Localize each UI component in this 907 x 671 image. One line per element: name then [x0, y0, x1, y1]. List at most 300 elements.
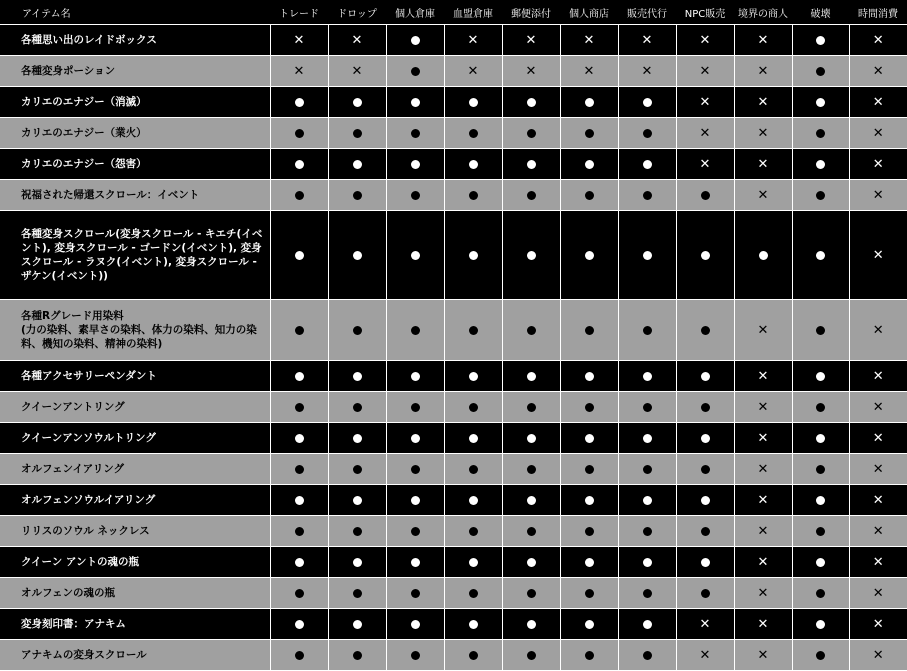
table-row — [0, 485, 907, 516]
allowed-dot-icon — [643, 527, 652, 536]
not-allowed-cross-icon: ✕ — [583, 32, 595, 48]
status-cell — [676, 56, 734, 87]
status-cell — [618, 361, 676, 392]
allowed-dot-icon — [701, 191, 710, 200]
status-cell — [792, 56, 849, 87]
column-header-destroy: 破壊 — [792, 0, 849, 25]
allowed-dot-icon — [295, 589, 304, 598]
status-cell — [676, 180, 734, 211]
status-cell — [618, 180, 676, 211]
allowed-dot-icon — [643, 434, 652, 443]
allowed-dot-icon — [527, 558, 536, 567]
status-cell — [444, 423, 502, 454]
status-cell — [328, 547, 386, 578]
not-allowed-cross-icon: ✕ — [699, 647, 711, 663]
status-cell — [676, 25, 734, 56]
table-row — [0, 361, 907, 392]
not-allowed-cross-icon: ✕ — [351, 63, 363, 79]
not-allowed-cross-icon: ✕ — [757, 492, 769, 508]
table-row — [0, 149, 907, 180]
status-cell — [328, 180, 386, 211]
status-cell — [792, 211, 849, 300]
allowed-dot-icon — [643, 651, 652, 660]
status-cell — [849, 516, 907, 547]
status-cell — [270, 56, 328, 87]
status-cell — [386, 485, 444, 516]
status-cell — [270, 392, 328, 423]
allowed-dot-icon — [353, 129, 362, 138]
item-name-cell: 変身刻印書：アナキム — [0, 609, 270, 640]
allowed-dot-icon — [411, 651, 420, 660]
allowed-dot-icon — [585, 496, 594, 505]
status-cell — [444, 25, 502, 56]
status-cell — [328, 454, 386, 485]
item-name-cell: 各種変身ポーション — [0, 56, 270, 87]
status-cell — [618, 423, 676, 454]
item-name-cell: クイーン アントの魂の瓶 — [0, 547, 270, 578]
allowed-dot-icon — [469, 620, 478, 629]
not-allowed-cross-icon: ✕ — [757, 399, 769, 415]
status-cell — [792, 547, 849, 578]
status-cell — [734, 485, 792, 516]
not-allowed-cross-icon: ✕ — [699, 94, 711, 110]
status-cell — [792, 516, 849, 547]
status-cell — [792, 578, 849, 609]
allowed-dot-icon — [527, 191, 536, 200]
status-cell — [676, 516, 734, 547]
allowed-dot-icon — [585, 326, 594, 335]
item-name-cell: カリエのエナジー（消滅） — [0, 87, 270, 118]
not-allowed-cross-icon: ✕ — [872, 492, 884, 508]
status-cell — [676, 149, 734, 180]
allowed-dot-icon — [469, 191, 478, 200]
status-cell — [849, 454, 907, 485]
not-allowed-cross-icon: ✕ — [699, 32, 711, 48]
not-allowed-cross-icon: ✕ — [757, 63, 769, 79]
status-cell — [792, 361, 849, 392]
status-cell — [734, 118, 792, 149]
allowed-dot-icon — [411, 589, 420, 598]
not-allowed-cross-icon: ✕ — [872, 32, 884, 48]
status-cell — [792, 25, 849, 56]
allowed-dot-icon — [411, 67, 420, 76]
status-cell — [618, 25, 676, 56]
status-cell — [270, 485, 328, 516]
status-cell — [328, 25, 386, 56]
status-cell — [792, 640, 849, 671]
status-cell — [560, 180, 618, 211]
allowed-dot-icon — [295, 434, 304, 443]
allowed-dot-icon — [527, 251, 536, 260]
status-cell — [502, 609, 560, 640]
not-allowed-cross-icon: ✕ — [872, 368, 884, 384]
status-cell — [618, 640, 676, 671]
allowed-dot-icon — [527, 434, 536, 443]
status-cell — [849, 56, 907, 87]
allowed-dot-icon — [353, 160, 362, 169]
status-cell — [270, 361, 328, 392]
column-header-clan-warehouse: 血盟倉庫 — [444, 0, 502, 25]
table-row — [0, 56, 907, 87]
allowed-dot-icon — [469, 496, 478, 505]
allowed-dot-icon — [527, 527, 536, 536]
allowed-dot-icon — [353, 251, 362, 260]
allowed-dot-icon — [353, 98, 362, 107]
status-cell — [444, 300, 502, 361]
allowed-dot-icon — [643, 98, 652, 107]
status-cell — [560, 118, 618, 149]
status-cell — [734, 454, 792, 485]
status-cell — [560, 211, 618, 300]
status-cell — [502, 56, 560, 87]
not-allowed-cross-icon: ✕ — [757, 368, 769, 384]
allowed-dot-icon — [816, 129, 825, 138]
status-cell — [386, 516, 444, 547]
item-name-cell: 祝福された帰還スクロール：イベント — [0, 180, 270, 211]
not-allowed-cross-icon: ✕ — [872, 125, 884, 141]
allowed-dot-icon — [816, 558, 825, 567]
not-allowed-cross-icon: ✕ — [757, 647, 769, 663]
status-cell — [386, 118, 444, 149]
table-row — [0, 300, 907, 361]
not-allowed-cross-icon: ✕ — [467, 32, 479, 48]
allowed-dot-icon — [527, 465, 536, 474]
not-allowed-cross-icon: ✕ — [872, 461, 884, 477]
item-name-cell: オルフェンの魂の瓶 — [0, 578, 270, 609]
not-allowed-cross-icon: ✕ — [699, 616, 711, 632]
status-cell — [502, 423, 560, 454]
allowed-dot-icon — [411, 558, 420, 567]
status-cell — [270, 609, 328, 640]
status-cell — [792, 118, 849, 149]
status-cell — [849, 300, 907, 361]
not-allowed-cross-icon: ✕ — [872, 554, 884, 570]
allowed-dot-icon — [816, 67, 825, 76]
status-cell — [502, 211, 560, 300]
status-cell — [560, 392, 618, 423]
status-cell — [270, 180, 328, 211]
status-cell — [849, 423, 907, 454]
status-cell — [734, 180, 792, 211]
status-cell — [734, 300, 792, 361]
status-cell — [444, 640, 502, 671]
column-header-personal-warehouse: 個人倉庫 — [386, 0, 444, 25]
allowed-dot-icon — [469, 129, 478, 138]
allowed-dot-icon — [816, 36, 825, 45]
allowed-dot-icon — [411, 251, 420, 260]
not-allowed-cross-icon: ✕ — [293, 63, 305, 79]
not-allowed-cross-icon: ✕ — [699, 125, 711, 141]
status-cell — [618, 516, 676, 547]
status-cell — [618, 149, 676, 180]
allowed-dot-icon — [353, 465, 362, 474]
status-cell — [444, 485, 502, 516]
status-cell — [502, 300, 560, 361]
table-row — [0, 578, 907, 609]
allowed-dot-icon — [643, 558, 652, 567]
column-header-drop: ドロップ — [328, 0, 386, 25]
status-cell — [676, 485, 734, 516]
allowed-dot-icon — [643, 372, 652, 381]
status-cell — [792, 609, 849, 640]
not-allowed-cross-icon: ✕ — [525, 32, 537, 48]
allowed-dot-icon — [295, 496, 304, 505]
allowed-dot-icon — [701, 403, 710, 412]
not-allowed-cross-icon: ✕ — [872, 187, 884, 203]
status-cell — [502, 87, 560, 118]
allowed-dot-icon — [353, 620, 362, 629]
allowed-dot-icon — [816, 589, 825, 598]
status-cell — [618, 300, 676, 361]
status-cell — [676, 578, 734, 609]
table-row — [0, 392, 907, 423]
status-cell — [560, 640, 618, 671]
status-cell — [560, 516, 618, 547]
item-name-cell: クイーンアントリング — [0, 392, 270, 423]
status-cell — [270, 516, 328, 547]
allowed-dot-icon — [643, 620, 652, 629]
allowed-dot-icon — [295, 191, 304, 200]
status-cell — [560, 25, 618, 56]
status-cell — [849, 180, 907, 211]
allowed-dot-icon — [585, 589, 594, 598]
allowed-dot-icon — [527, 403, 536, 412]
status-cell — [618, 392, 676, 423]
status-cell — [618, 118, 676, 149]
status-cell — [386, 180, 444, 211]
allowed-dot-icon — [353, 558, 362, 567]
column-header-item-name: アイテム名 — [0, 0, 270, 25]
not-allowed-cross-icon: ✕ — [872, 94, 884, 110]
status-cell — [618, 485, 676, 516]
allowed-dot-icon — [353, 403, 362, 412]
allowed-dot-icon — [527, 496, 536, 505]
allowed-dot-icon — [643, 326, 652, 335]
allowed-dot-icon — [469, 326, 478, 335]
allowed-dot-icon — [469, 434, 478, 443]
allowed-dot-icon — [527, 326, 536, 335]
not-allowed-cross-icon: ✕ — [872, 430, 884, 446]
allowed-dot-icon — [585, 620, 594, 629]
status-cell — [734, 423, 792, 454]
item-name-cell: オルフェンソウルイアリング — [0, 485, 270, 516]
status-cell — [676, 547, 734, 578]
allowed-dot-icon — [295, 527, 304, 536]
status-cell — [444, 392, 502, 423]
status-cell — [849, 211, 907, 300]
status-cell — [444, 609, 502, 640]
status-cell — [792, 149, 849, 180]
status-cell — [386, 149, 444, 180]
allowed-dot-icon — [643, 496, 652, 505]
status-cell — [734, 392, 792, 423]
not-allowed-cross-icon: ✕ — [872, 322, 884, 338]
status-cell — [676, 609, 734, 640]
table-row — [0, 454, 907, 485]
not-allowed-cross-icon: ✕ — [293, 32, 305, 48]
status-cell — [618, 87, 676, 118]
allowed-dot-icon — [527, 160, 536, 169]
status-cell — [676, 361, 734, 392]
not-allowed-cross-icon: ✕ — [757, 94, 769, 110]
status-cell — [328, 118, 386, 149]
column-header-trade: トレード — [270, 0, 328, 25]
status-cell — [502, 361, 560, 392]
status-cell — [734, 149, 792, 180]
allowed-dot-icon — [295, 620, 304, 629]
allowed-dot-icon — [353, 589, 362, 598]
allowed-dot-icon — [411, 36, 420, 45]
status-cell — [386, 578, 444, 609]
allowed-dot-icon — [643, 465, 652, 474]
status-cell — [618, 547, 676, 578]
status-cell — [444, 211, 502, 300]
allowed-dot-icon — [527, 620, 536, 629]
status-cell — [444, 180, 502, 211]
allowed-dot-icon — [469, 589, 478, 598]
allowed-dot-icon — [469, 251, 478, 260]
status-cell — [328, 300, 386, 361]
status-cell — [676, 118, 734, 149]
status-cell — [849, 87, 907, 118]
allowed-dot-icon — [411, 620, 420, 629]
column-header-time-consumption: 時間消費 — [849, 0, 907, 25]
status-cell — [328, 516, 386, 547]
table-row — [0, 180, 907, 211]
status-cell — [502, 118, 560, 149]
status-cell — [734, 56, 792, 87]
not-allowed-cross-icon: ✕ — [757, 554, 769, 570]
status-cell — [502, 578, 560, 609]
status-cell — [386, 211, 444, 300]
allowed-dot-icon — [759, 251, 768, 260]
allowed-dot-icon — [701, 465, 710, 474]
allowed-dot-icon — [411, 326, 420, 335]
status-cell — [618, 609, 676, 640]
status-cell — [849, 609, 907, 640]
not-allowed-cross-icon: ✕ — [757, 585, 769, 601]
table-row — [0, 211, 907, 300]
not-allowed-cross-icon: ✕ — [757, 125, 769, 141]
allowed-dot-icon — [411, 527, 420, 536]
allowed-dot-icon — [701, 326, 710, 335]
item-name-cell: 各種変身スクロール(変身スクロール - キエチ(イベント), 変身スクロール - ゴードン(イベント), 変身スクロール - ラヌク(イベント), 変身スクロール - ザケン(イベント)) — [0, 211, 270, 300]
not-allowed-cross-icon: ✕ — [872, 616, 884, 632]
allowed-dot-icon — [816, 496, 825, 505]
allowed-dot-icon — [353, 372, 362, 381]
status-cell — [618, 578, 676, 609]
status-cell — [444, 149, 502, 180]
item-name-cell: 各種Rグレード用染料 (力の染料、素早さの染料、体力の染料、知力の染料、機知の染料、精神の染料) — [0, 300, 270, 361]
not-allowed-cross-icon: ✕ — [757, 616, 769, 632]
table-row — [0, 25, 907, 56]
allowed-dot-icon — [295, 326, 304, 335]
status-cell — [270, 149, 328, 180]
status-cell — [444, 87, 502, 118]
allowed-dot-icon — [295, 403, 304, 412]
status-cell — [502, 392, 560, 423]
allowed-dot-icon — [295, 372, 304, 381]
allowed-dot-icon — [701, 251, 710, 260]
status-cell — [792, 423, 849, 454]
allowed-dot-icon — [643, 251, 652, 260]
status-cell — [734, 516, 792, 547]
not-allowed-cross-icon: ✕ — [757, 322, 769, 338]
status-cell — [328, 361, 386, 392]
status-cell — [676, 454, 734, 485]
status-cell — [849, 392, 907, 423]
not-allowed-cross-icon: ✕ — [757, 32, 769, 48]
column-header-npc-sale: NPC販売 — [676, 0, 734, 25]
allowed-dot-icon — [816, 651, 825, 660]
item-name-cell: 各種思い出のレイドボックス — [0, 25, 270, 56]
status-cell — [270, 87, 328, 118]
allowed-dot-icon — [585, 129, 594, 138]
status-cell — [560, 87, 618, 118]
status-cell — [849, 25, 907, 56]
allowed-dot-icon — [353, 527, 362, 536]
status-cell — [618, 56, 676, 87]
status-cell — [386, 640, 444, 671]
status-cell — [386, 454, 444, 485]
status-cell — [849, 361, 907, 392]
item-name-cell: オルフェンイアリング — [0, 454, 270, 485]
item-name-cell: クイーンアンソウルトリング — [0, 423, 270, 454]
item-name-cell: 各種アクセサリーペンダント — [0, 361, 270, 392]
status-cell — [270, 454, 328, 485]
not-allowed-cross-icon: ✕ — [583, 63, 595, 79]
allowed-dot-icon — [643, 403, 652, 412]
allowed-dot-icon — [353, 434, 362, 443]
status-cell — [849, 118, 907, 149]
status-cell — [734, 640, 792, 671]
allowed-dot-icon — [585, 558, 594, 567]
status-cell — [676, 640, 734, 671]
allowed-dot-icon — [527, 129, 536, 138]
column-header-mail-attach: 郵便添付 — [502, 0, 560, 25]
allowed-dot-icon — [643, 191, 652, 200]
allowed-dot-icon — [527, 589, 536, 598]
allowed-dot-icon — [469, 651, 478, 660]
allowed-dot-icon — [469, 403, 478, 412]
status-cell — [328, 87, 386, 118]
allowed-dot-icon — [643, 129, 652, 138]
status-cell — [386, 392, 444, 423]
allowed-dot-icon — [585, 98, 594, 107]
table-row — [0, 423, 907, 454]
status-cell — [849, 547, 907, 578]
status-cell — [386, 609, 444, 640]
allowed-dot-icon — [353, 191, 362, 200]
allowed-dot-icon — [643, 160, 652, 169]
allowed-dot-icon — [411, 98, 420, 107]
status-cell — [849, 578, 907, 609]
allowed-dot-icon — [353, 496, 362, 505]
not-allowed-cross-icon: ✕ — [872, 399, 884, 415]
status-cell — [734, 547, 792, 578]
status-cell — [849, 485, 907, 516]
not-allowed-cross-icon: ✕ — [872, 585, 884, 601]
status-cell — [444, 56, 502, 87]
allowed-dot-icon — [816, 403, 825, 412]
allowed-dot-icon — [585, 372, 594, 381]
allowed-dot-icon — [816, 434, 825, 443]
table-header-row — [0, 0, 907, 25]
status-cell — [328, 56, 386, 87]
status-cell — [560, 361, 618, 392]
column-header-border-merchant: 境界の商人 — [734, 0, 792, 25]
allowed-dot-icon — [816, 465, 825, 474]
